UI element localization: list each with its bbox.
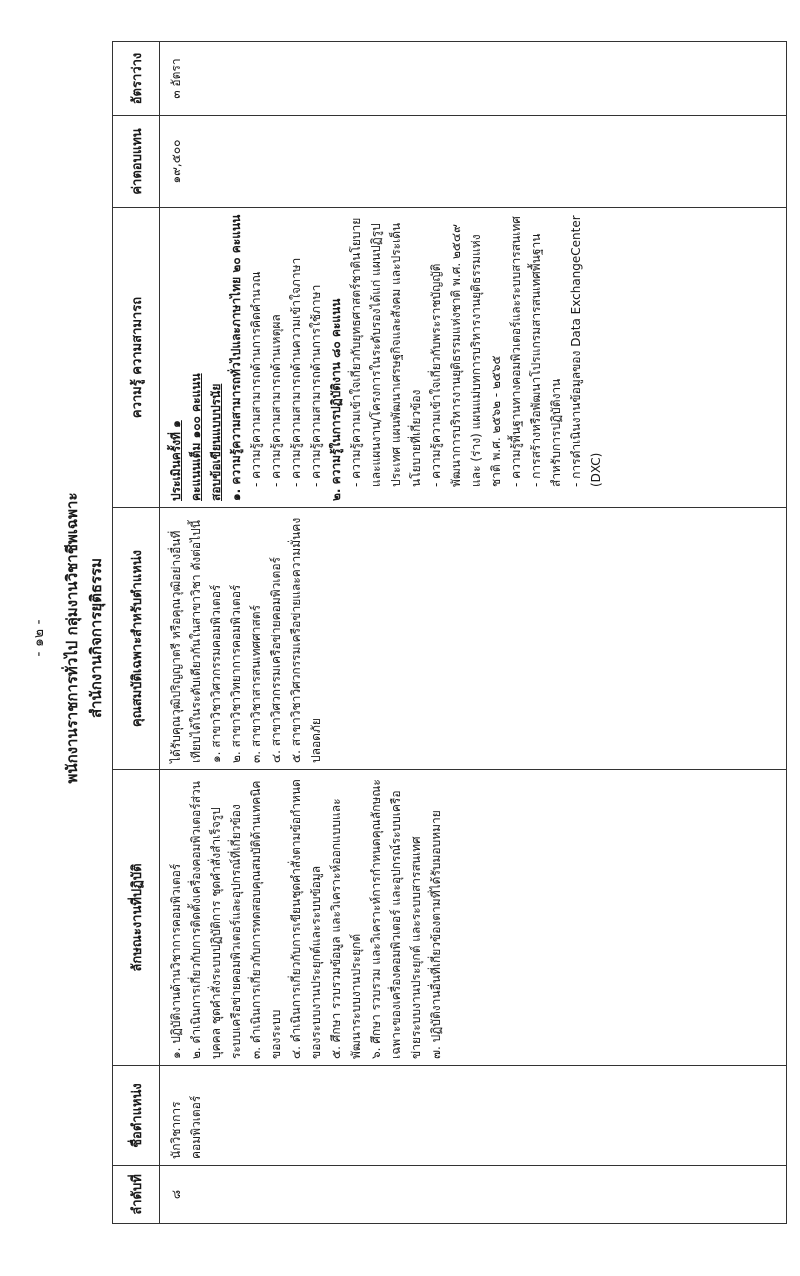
knowledge-item: - ความรู้ความสามารถด้านการใช้ภาษา — [309, 284, 323, 487]
duty-item: ๓. ดำเนินการเกี่ยวกับการทดสอบคุณสมบัติด้านเทคนิคของระบบ — [249, 780, 283, 1059]
header-vacancy: อัตราว่าง — [113, 42, 160, 116]
knowledge-item: - การสร้างหรือพัฒนาโปรแกรมสารสนเทศพื้นฐานสำหรับการปฏิบัติงาน — [529, 233, 563, 487]
position-table — [112, 41, 787, 1224]
cell-salary: ๑๙,๕๐๐ — [160, 116, 787, 208]
qualification-item: ๔. สาขาวิศวกรรมเครือข่ายคอมพิวเตอร์ — [269, 557, 283, 763]
document-title: พนักงานราชการทั่วไป กลุ่มงานวิชาชีพเฉพาะ — [63, 492, 81, 784]
header-qualifications: คุณสมบัติเฉพาะสำหรับตำแหน่ง — [113, 508, 160, 770]
duty-item: ๒. ดำเนินการเกี่ยวกับการติดตั้งเครื่องคอมพิวเตอร์ส่วนบุคคล ชุดคำสั่งระบบปฏิบัติการ ชุดคำสั่งสำเร็จรูป ระบบเครือข่ายคอมพิวเตอร์และอุปกรณ์ที่เกี่ยวข้อง — [189, 781, 243, 1059]
duty-item: ๕. ศึกษา รวบรวมข้อมูล และวิเคราะห์ออกแบบและพัฒนาระบบงานประยุกต์ — [329, 798, 363, 1059]
duty-item: ๗. ปฏิบัติงานอื่นที่เกี่ยวข้องตามที่ได้รับมอบหมาย — [429, 810, 443, 1059]
exam-method-label: สอบข้อเขียนแบบปรนัย — [209, 383, 223, 501]
knowledge-item: - ความรู้ความสามารถด้านเหตุผล — [269, 314, 283, 487]
knowledge-item: - ความรู้พื้นฐานทางคอมพิวเตอร์และระบบสารสนเทศ — [509, 216, 523, 487]
knowledge-part-1: ๑. ความรู้ความสามารถทั่วไปและภาษาไทย ๒๐ คะแนน — [229, 214, 243, 501]
qualification-item: ๕. สาขาวิชาวิศวกรรมเครือข่ายและความมั่นคงปลอดภัย — [289, 517, 323, 763]
knowledge-part-2: ๒. ความรู้ในการปฏิบัติงาน ๘๐ คะแนน — [329, 298, 343, 501]
header-position: ชื่อตำแหน่ง — [113, 1066, 160, 1166]
assessment-label: ประเมินครั้งที่ ๑ — [169, 420, 183, 501]
qualification-item: ๓. สาขาวิชาสารสนเทศศาสตร์ — [249, 604, 263, 763]
cell-duties — [160, 770, 787, 1066]
cell-vacancy: ๓ อัตรา — [160, 42, 787, 116]
cell-knowledge — [160, 208, 787, 508]
knowledge-item: - ความรู้ความเข้าใจเกี่ยวกับยุทธศาสตร์ชาตินโยบายและแผนงาน/โครงการในระดับรองได้แก่ แผนปฏิรูปประเทศ แผนพัฒนาเศรษฐกิจและสังคม และประเด็นนโยบายที่เกี่ยวข้อง — [349, 217, 423, 487]
knowledge-item: - การดำเนินงานข้อมูลของ Data ExchangeCenter (DXC) — [569, 215, 603, 487]
header-knowledge: ความรู้ ความสามารถ — [113, 208, 160, 508]
cell-qualifications — [160, 508, 787, 770]
duty-item: ๑. ปฏิบัติงานด้านวิชาการคอมพิวเตอร์ — [169, 863, 183, 1059]
knowledge-item: - ความรู้ความสามารถด้านความเข้าใจภาษา — [289, 257, 303, 487]
table-header-row — [113, 42, 160, 1224]
cell-position: นักวิชาการคอมพิวเตอร์ — [160, 1066, 787, 1166]
table-row — [160, 42, 787, 1224]
full-score-label: คะแนนเต็ม ๑๐๐ คะแนน — [189, 373, 203, 501]
knowledge-item: - ความรู้ความเข้าใจเกี่ยวกับพระราชบัญญัติพัฒนาการบริหารงานยุติธรรมแห่งชาติ พ.ศ. ๒๕๔๙ และ (ร่าง) แผนแม่บทการบริหารงานยุติธรรมแห่งชาติ พ.ศ. ๒๕๖๒ - ๒๕๖๕ — [429, 224, 503, 487]
duty-item: ๔. ดำเนินการเกี่ยวกับการเขียนชุดคำสั่งตามข้อกำหนดของระบบงานประยุกต์และระบบข้อมูล — [289, 779, 323, 1059]
cell-no: ๘ — [160, 1166, 787, 1224]
qualification-item: ๑. สาขาวิชาวิศวกรรมคอมพิวเตอร์ — [209, 584, 223, 763]
header-salary: ค่าตอบแทน — [113, 116, 160, 208]
qualification-intro: ได้รับคุณวุฒิปริญญาตรี หรือคุณวุฒิอย่างอื่นที่เทียบได้ในระดับเดียวกันในสาขาวิชา ดังต่อไปนี้ — [169, 520, 203, 763]
header-duties: ลักษณะงานที่ปฏิบัติ — [113, 770, 160, 1066]
qualification-item: ๒. สาขาวิชาวิทยาการคอมพิวเตอร์ — [229, 584, 243, 763]
header-no: ลำดับที่ — [113, 1166, 160, 1224]
duty-item: ๖. ศึกษา รวบรวม และวิเคราะห์การกำหนดคุณลักษณะเฉพาะของเครื่องคอมพิวเตอร์ และอุปกรณ์ระบบเครือข่ายระบบงานประยุกต์ และระบบสารสนเทศ — [369, 779, 423, 1059]
knowledge-item: - ความรู้ความสามารถด้านการคิดคำนวณ — [249, 271, 263, 487]
page-number: - ๑๒ - — [31, 619, 47, 657]
document-subtitle: สำนักงานกิจการยุติธรรม — [87, 557, 105, 719]
